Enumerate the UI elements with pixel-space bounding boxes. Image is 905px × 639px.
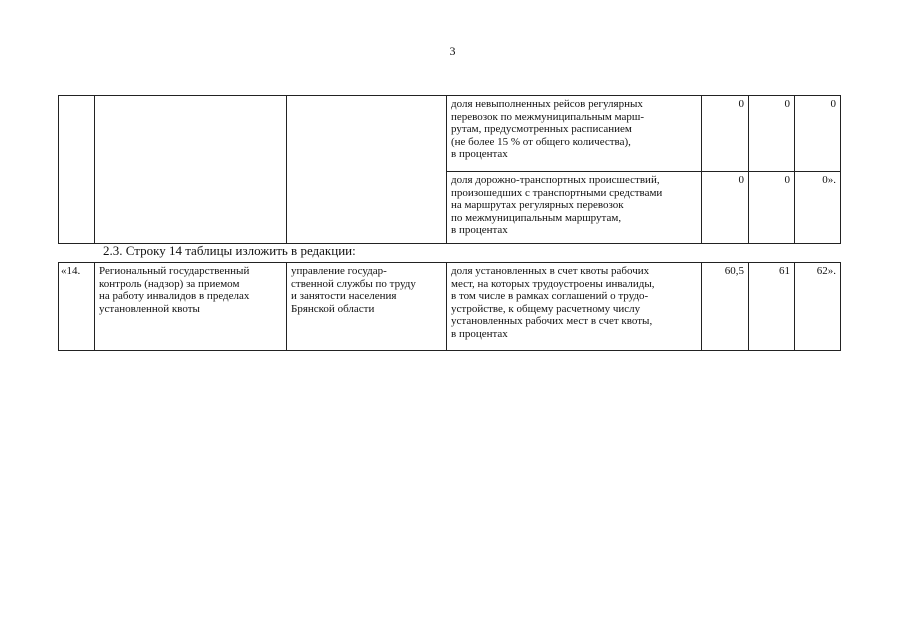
value-cell: 0».: [795, 172, 841, 244]
table-continuation: [58, 95, 841, 244]
value-cell: 0: [749, 96, 795, 172]
indicator-line: доля невыполненных рейсов регулярных: [451, 98, 643, 110]
indicator-line: в процентах: [451, 148, 508, 161]
name-line: на работу инвалидов в пределах: [99, 290, 250, 303]
name-line: установленной квоты: [99, 302, 200, 315]
value-cell: 0: [749, 172, 795, 244]
indicator-line: в процентах: [451, 224, 508, 237]
section-heading: 2.3. Строку 14 таблицы изложить в редакции:: [103, 243, 356, 258]
table-row: [59, 263, 841, 351]
executor-line: и занятости населения: [291, 290, 397, 303]
indicator-line: на маршрутах регулярных перевозок: [451, 199, 624, 212]
value-cell: 0: [795, 96, 841, 172]
name-line: контроль (надзор) за приемом: [99, 277, 240, 290]
indicator-cell: [447, 172, 702, 244]
indicator-line: мест, на которых трудоустроены инвалиды,: [451, 277, 655, 290]
indicator-line: произошедших с транспортными средствами: [451, 186, 663, 199]
name-cell: [95, 263, 287, 351]
indicator-line: в процентах: [451, 327, 508, 340]
executor-cell: [287, 263, 447, 351]
name-line: Региональный государственный: [99, 265, 250, 277]
indicator-line: установленных рабочих мест в счет квоты,: [451, 315, 653, 328]
value-cell: 60,5: [702, 263, 749, 351]
indicator-line: устройстве, к общему расчетному числу: [451, 302, 641, 315]
table-row: [59, 96, 841, 172]
value-cell: 62».: [795, 263, 841, 351]
number-cell: [59, 96, 95, 244]
indicator-line: доля дорожно-транспортных происшествий,: [451, 174, 660, 186]
value-cell: 0: [702, 96, 749, 172]
indicator-line: доля установленных в счет квоты рабочих: [451, 265, 650, 277]
indicator-cell: [447, 263, 702, 351]
page-number: 3: [449, 44, 456, 58]
indicator-line: по межмуниципальным маршрутам,: [451, 211, 622, 224]
executor-line: управление государ-: [291, 265, 387, 277]
indicator-line: (не более 15 % от общего количества),: [451, 135, 631, 148]
indicator-line: в том числе в рамках соглашений о трудо-: [451, 290, 649, 303]
value-cell: 0: [702, 172, 749, 244]
indicator-line: перевозок по межмуниципальным марш-: [451, 110, 644, 123]
indicator-cell: [447, 96, 702, 172]
table-row-14: [58, 262, 841, 351]
indicator-line: рутам, предусмотренных расписанием: [451, 123, 632, 136]
value-cell: 61: [749, 263, 795, 351]
executor-cell: [287, 96, 447, 244]
name-cell: [95, 96, 287, 244]
executor-line: ственной службы по труду: [291, 277, 416, 290]
number-cell: «14.: [59, 263, 95, 351]
executor-line: Брянской области: [291, 302, 375, 315]
